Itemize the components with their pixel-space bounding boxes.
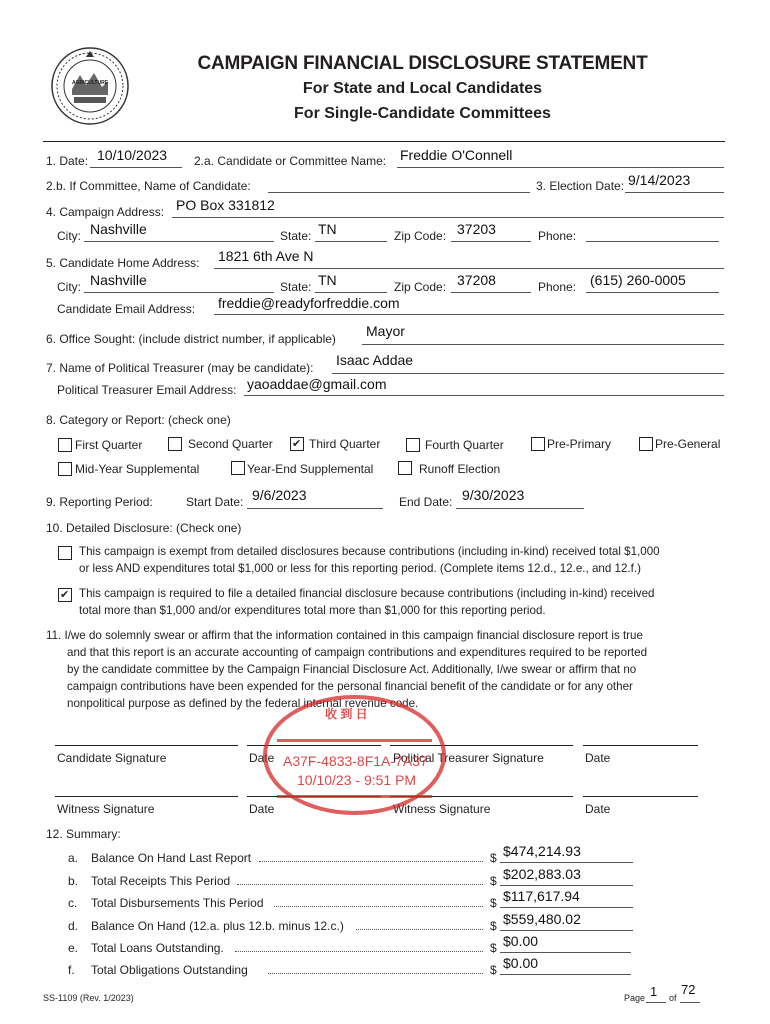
- treasurer-date-line[interactable]: [583, 745, 698, 746]
- page-number-line: [646, 1002, 666, 1003]
- treasurer-email-field[interactable]: yaoaddae@gmail.com: [247, 376, 387, 392]
- office-sought-label: 6. Office Sought: (include district number, if applicable): [46, 332, 336, 346]
- stamp-time: 10/10/23 - 9:51 PM: [297, 772, 417, 788]
- required-text-line1: This campaign is required to file a detailed financial disclosure because contributions (including in-kind) received: [79, 587, 655, 600]
- campaign-phone-label: Phone:: [538, 229, 577, 243]
- checkmark-icon: ✔: [292, 438, 302, 450]
- seal-text: AGRICULTURE: [72, 80, 109, 86]
- currency-sign: $: [490, 963, 497, 977]
- page-number: 1: [650, 984, 658, 999]
- category-label: 8. Category or Report: (check one): [46, 413, 231, 427]
- summary-letter: d.: [68, 919, 79, 933]
- witness2-signature-label: Witness Signature: [393, 802, 491, 816]
- summary-letter: a.: [68, 851, 79, 865]
- date-line: [90, 167, 182, 168]
- campaign-zip-label: Zip Code:: [394, 229, 447, 243]
- home-city-line: [84, 292, 274, 293]
- home-zip-line: [451, 292, 531, 293]
- candidate-name-line: [397, 167, 724, 168]
- total-pages: 72: [681, 982, 696, 997]
- currency-sign: $: [490, 941, 497, 955]
- campaign-city-label: City:: [57, 229, 81, 243]
- treasurer-date-label: Date: [585, 751, 611, 765]
- candidate-name-field[interactable]: Freddie O'Connell: [400, 147, 513, 163]
- campaign-phone-line: [586, 241, 719, 242]
- summary-label: 12. Summary:: [46, 827, 121, 841]
- form-title: CAMPAIGN FINANCIAL DISCLOSURE STATEMENT: [197, 53, 648, 74]
- affirmation-line2: and that this report is an accurate accounting of campaign contributions and expenditures required to be reported: [67, 646, 648, 659]
- affirmation-line1: 11. I/we do solemnly swear or affirm that the information contained in this campaign financial disclosure report is true: [46, 629, 643, 642]
- checkbox-label: Mid-Year Supplemental: [75, 462, 200, 476]
- checkbox[interactable]: [531, 437, 545, 451]
- leader-dots: [268, 973, 483, 974]
- checkbox[interactable]: [639, 437, 653, 451]
- exempt-text-line2: or less AND expenditures total $1,000 or less for this reporting period. (Complete items 12.d., 12.e., and 12.f.): [79, 562, 641, 575]
- checkbox-label: Runoff Election: [419, 462, 501, 476]
- amount-line: [500, 885, 633, 886]
- witness2-date-label: Date: [585, 802, 611, 816]
- home-state-field[interactable]: TN: [318, 272, 337, 288]
- election-date-label: 3. Election Date:: [536, 179, 625, 193]
- campaign-zip-line: [451, 241, 531, 242]
- start-date-field[interactable]: 9/6/2023: [252, 487, 307, 503]
- form-number: SS-1109 (Rev. 1/2023): [43, 993, 134, 1003]
- checkbox-label: Year-End Supplemental: [247, 462, 374, 476]
- committee-candidate-label: 2.b. If Committee, Name of Candidate:: [46, 179, 251, 193]
- election-date-line: [625, 192, 724, 193]
- home-zip-field[interactable]: 37208: [457, 272, 496, 288]
- summary-amount[interactable]: $117,617.94: [503, 888, 580, 904]
- campaign-state-line: [315, 241, 387, 242]
- stamp-code: A37F-4833-8F1A-7A37: [283, 753, 428, 769]
- checkbox-label: Second Quarter: [188, 437, 273, 451]
- checkbox[interactable]: [406, 438, 420, 452]
- leader-dots: [237, 884, 483, 885]
- home-city-label: City:: [57, 280, 81, 294]
- start-date-line: [247, 508, 383, 509]
- summary-amount[interactable]: $202,883.03: [503, 866, 581, 882]
- checkbox[interactable]: [58, 438, 72, 452]
- date-field[interactable]: 10/10/2023: [97, 147, 168, 163]
- election-date-field[interactable]: 9/14/2023: [628, 172, 691, 188]
- stamp-divider: [277, 739, 432, 742]
- witness-signature-line[interactable]: [55, 796, 238, 797]
- leader-dots: [356, 929, 483, 930]
- candidate-signature-label: Candidate Signature: [57, 751, 167, 765]
- witness-date-label: Date: [249, 802, 275, 816]
- form-subtitle-1: For State and Local Candidates: [302, 80, 543, 97]
- campaign-state-label: State:: [280, 229, 312, 243]
- campaign-zip-field[interactable]: 37203: [457, 221, 496, 237]
- summary-item-label: Balance On Hand Last Report: [91, 851, 252, 865]
- summary-amount[interactable]: $559,480.02: [503, 911, 581, 927]
- campaign-address-field[interactable]: PO Box 331812: [176, 197, 275, 213]
- summary-letter: c.: [68, 896, 78, 910]
- detailed-disclosure-label: 10. Detailed Disclosure: (Check one): [46, 521, 242, 535]
- checkbox[interactable]: [168, 437, 182, 451]
- treasurer-name-line: [332, 373, 724, 374]
- total-pages-line: [680, 1002, 700, 1003]
- summary-letter: b.: [68, 874, 79, 888]
- required-checkbox[interactable]: [58, 588, 72, 602]
- affirmation-line4: campaign contributions have been expended for the personal financial benefit of the candidate or for any other: [67, 680, 633, 693]
- checkbox-label: Third Quarter: [309, 437, 381, 451]
- received-stamp: [263, 695, 446, 815]
- campaign-city-field[interactable]: Nashville: [90, 221, 147, 237]
- candidate-name-label: 2.a. Candidate or Committee Name:: [194, 154, 387, 168]
- treasurer-name-label: 7. Name of Political Treasurer (may be candidate):: [46, 361, 314, 375]
- home-phone-label: Phone:: [538, 280, 577, 294]
- currency-sign: $: [490, 874, 497, 888]
- campaign-state-field[interactable]: TN: [318, 221, 337, 237]
- end-date-label: End Date:: [399, 495, 453, 509]
- candidate-email-label: Candidate Email Address:: [57, 302, 196, 316]
- required-text-line2: total more than $1,000 and/or expenditures total more than $1,000 for this reporting period.: [79, 604, 546, 617]
- checkbox[interactable]: [231, 461, 245, 475]
- summary-item-label: Total Obligations Outstanding: [91, 963, 248, 977]
- form-subtitle-2: For Single-Candidate Committees: [294, 105, 551, 122]
- office-sought-field[interactable]: Mayor: [366, 323, 405, 339]
- treasurer-signature-label: Political Treasurer Signature: [393, 751, 544, 765]
- amount-line: [500, 862, 633, 863]
- checkbox[interactable]: [58, 462, 72, 476]
- summary-letter: f.: [68, 963, 75, 977]
- candidate-email-line: [214, 314, 724, 315]
- home-zip-label: Zip Code:: [394, 280, 447, 294]
- header-divider: [43, 141, 725, 142]
- home-state-line: [315, 292, 387, 293]
- campaign-address-line: [172, 217, 724, 218]
- office-sought-line: [362, 344, 724, 345]
- amount-line: [500, 907, 633, 908]
- witness-signature-label: Witness Signature: [57, 802, 155, 816]
- currency-sign: $: [490, 919, 497, 933]
- start-date-label: Start Date:: [186, 495, 244, 509]
- candidate-email-field[interactable]: freddie@readyforfreddie.com: [218, 295, 400, 311]
- campaign-address-label: 4. Campaign Address:: [46, 205, 165, 219]
- amount-line: [500, 974, 631, 975]
- currency-sign: $: [490, 851, 497, 865]
- end-date-line: [456, 508, 584, 509]
- checkbox[interactable]: [398, 461, 412, 475]
- checkbox-label: Pre-General: [655, 437, 721, 451]
- witness2-date-line[interactable]: [583, 796, 698, 797]
- currency-sign: $: [490, 896, 497, 910]
- checkbox-label: Pre-Primary: [547, 437, 612, 451]
- reporting-period-label: 9. Reporting Period:: [46, 495, 153, 509]
- checkbox-label: Fourth Quarter: [425, 438, 504, 452]
- leader-dots: [274, 906, 483, 907]
- checkbox[interactable]: [290, 437, 304, 451]
- home-address-field[interactable]: 1821 6th Ave N: [218, 248, 314, 264]
- date-label: 1. Date:: [46, 154, 89, 168]
- affirmation-line3: by the candidate committee by the Campaign Financial Disclosure Act. Additionally, I/we swear or affirm that no: [67, 663, 637, 676]
- home-state-label: State:: [280, 280, 312, 294]
- stamp-divider: [277, 795, 432, 798]
- treasurer-name-field[interactable]: Isaac Addae: [336, 352, 414, 368]
- summary-item-label: Total Disbursements This Period: [91, 896, 264, 910]
- end-date-field[interactable]: 9/30/2023: [462, 487, 525, 503]
- leader-dots: [259, 861, 483, 862]
- checkmark-icon: ✔: [60, 589, 70, 601]
- summary-item-label: Total Loans Outstanding.: [91, 941, 224, 955]
- summary-amount[interactable]: $474,214.93: [503, 843, 581, 859]
- page-label: Page: [624, 993, 646, 1003]
- home-city-field[interactable]: Nashville: [90, 272, 147, 288]
- candidate-date-label: Date: [249, 751, 275, 765]
- committee-candidate-line[interactable]: [268, 192, 530, 193]
- summary-item-label: Total Receipts This Period: [91, 874, 231, 888]
- home-address-line: [214, 268, 724, 269]
- summary-item-label: Balance On Hand (12.a. plus 12.b. minus 12.c.): [91, 919, 344, 933]
- campaign-city-line: [84, 241, 274, 242]
- home-phone-line: [586, 292, 719, 293]
- checkbox-label: First Quarter: [75, 438, 143, 452]
- treasurer-email-label: Political Treasurer Email Address:: [57, 383, 237, 397]
- summary-letter: e.: [68, 941, 79, 955]
- exempt-checkbox[interactable]: [58, 546, 72, 560]
- amount-line: [500, 930, 633, 931]
- exempt-text-line1: This campaign is exempt from detailed disclosures because contributions (including in-kind) received total $1,000: [79, 545, 660, 558]
- stamp-header: 收 到 日: [325, 707, 368, 721]
- treasurer-email-line: [244, 395, 724, 396]
- amount-line: [500, 952, 631, 953]
- home-address-label: 5. Candidate Home Address:: [46, 256, 200, 270]
- leader-dots: [235, 951, 483, 952]
- of-label: of: [669, 993, 677, 1003]
- home-phone-field[interactable]: (615) 260-0005: [590, 272, 686, 288]
- affirmation-line5: nonpolitical purpose as defined by the federal internal revenue code.: [67, 697, 419, 710]
- summary-amount[interactable]: $0.00: [503, 955, 539, 971]
- summary-amount[interactable]: $0.00: [503, 933, 539, 949]
- candidate-signature-line[interactable]: [55, 745, 238, 746]
